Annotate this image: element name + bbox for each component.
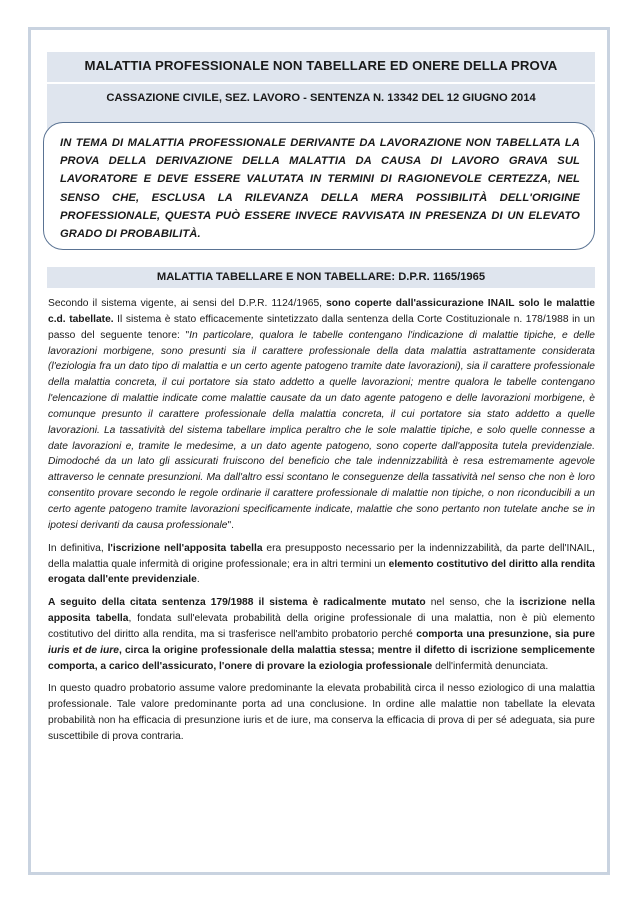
page-frame	[28, 27, 610, 875]
text-run: nel senso, che la	[425, 597, 520, 609]
text-run: ".	[227, 519, 234, 531]
paragraph-3	[48, 595, 595, 674]
paragraph-4: In questo quadro probatorio assume valore predominante la elevata probabilità circa il nesso eziologico di una malattia professionale. Tale valore predominante porta ad una conclusione. In ordine alle malattie non tabellate la elevata probabilità non ha efficacia di presunzione iuris et de iure, ma conserva la efficacia di prova di per sé adeguata, sia pure suscettibile di prova contraria.	[48, 683, 595, 742]
quote-italic: In particolare, qualora le tabelle contengano l'indicazione di malattie tipiche, e delle lavorazioni morbigene, sono presunti sia il carattere professionale della data malattia astrattamente considerata (l'eziologia fra un dato tipo di malattia e un certo agente patogeno tramite date lavorazioni), sia il carattere professionale della malattia concreta, il cui portatore sia stato addetto a quelle lavorazioni; mentre qualora le tabelle contengano l'elencazione di malattie indicate come malattie causate da un dato agente patogeno e delle lavorazioni morbigene, è comunque presunto il carattere professionale della malattia concreta, il cui portatore sia stato addetto a quelle lavorazioni. La tassatività del sistema tabellare implica peraltro che le sole malattie tipiche, e solo quelle connesse a date lavorazioni e, tramite le medesime, a un dato agente patogeno, sono coperte dall'apposita tutela previdenziale. Dimodoché da un lato gli assicurati fruiscono del beneficio che tale indennizzabilità è resa estremamente agevole attraverso le cennate presunzioni. Ma dall'altro essi scontano le conseguenze della tassatività nel senso che non è loro consentito provare secondo le regole ordinarie il carattere professionale di malattie non tipiche, o non riconducibili a un certo agente patogeno tramite lavorazioni specificamente indicate, malattie che sono pertanto non tutelate anche se in ipotesi derivanti da causa professionale	[48, 329, 595, 531]
bold-run: sono coperte dall'assicurazione INAIL solo le malattie c.d. tabellate.	[48, 298, 596, 325]
header-divider	[47, 82, 595, 84]
document-body	[48, 296, 595, 752]
text-run: , fondata sull'elevata probabilità della origine professionale di una malattia, non è più elemento costitutivo del diritto alla rendita, ma si trasferisce nell'ambito probatorio perché	[48, 613, 595, 640]
bold-run: iscrizione nella apposita tabella	[48, 597, 595, 625]
document-title: MALATTIA PROFESSIONALE NON TABELLARE ED ONERE DELLA PROVA	[84, 58, 558, 73]
text-run: dell'infermità denunciata.	[432, 660, 549, 672]
text-run: In definitiva,	[48, 542, 108, 554]
abstract-box	[43, 122, 595, 250]
bold-run: , circa la origine professionale della malattia stessa; mentre il difetto di iscrizione semplicemente comporta, a carico dell'assicurato, l'onere di provare la eziologia professionale	[48, 644, 595, 672]
bold-italic-run: iuris et de iure	[48, 644, 119, 656]
text-run: Il sistema è stato efficacemente sintetizzato dalla sentenza della Corte Costituzionale n. 178/1988 in un passo del seguente tenore: "	[48, 313, 595, 341]
bold-run: elemento costitutivo del diritto alla rendita erogata dall'ente previdenziale	[48, 558, 595, 586]
text-run: Secondo il sistema vigente, ai sensi del D.P.R. 1124/1965,	[48, 298, 327, 309]
section-heading: MALATTIA TABELLARE E NON TABELLARE: D.P.R. 1165/1965	[47, 267, 595, 288]
text-run: era presupposto necessario per la indennizzabilità, da parte dell'INAIL, della malattia quale infermità di origine professionale; era in altri termini un	[48, 542, 595, 570]
bold-run: A seguito della citata sentenza 179/1988 il sistema è radicalmente mutato	[48, 597, 426, 609]
document-header	[47, 52, 595, 132]
bold-run: l'iscrizione nell'apposita tabella	[107, 542, 263, 554]
abstract-text: IN TEMA DI MALATTIA PROFESSIONALE DERIVANTE DA LAVORAZIONE NON TABELLATA LA PROVA DELLA DERIVAZIONE DELLA MALATTIA DA CAUSA DI LAVORO GRAVA SUL LAVORATORE E DEVE ESSERE VALUTATA IN TERMINI DI RAGIONEVOLE CERTEZZA, NEL SENSO CHE, ESCLUSA LA RILEVANZA DELLA MERA POSSIBILITÀ DELL'ORIGINE PROFESSIONALE, QUESTA PUÒ ESSERE INVECE RAVVISATA IN PRESENZA DI UN ELEVATO GRADO DI PROBABILITÀ.	[60, 137, 580, 241]
paragraph-2	[48, 541, 595, 589]
paragraph-1	[48, 296, 595, 534]
document-subtitle: CASSAZIONE CIVILE, SEZ. LAVORO - SENTENZA N. 13342 DEL 12 GIUGNO 2014	[106, 92, 536, 104]
bold-run: comporta una presunzione, sia pure	[416, 628, 595, 640]
text-run: .	[196, 574, 200, 586]
